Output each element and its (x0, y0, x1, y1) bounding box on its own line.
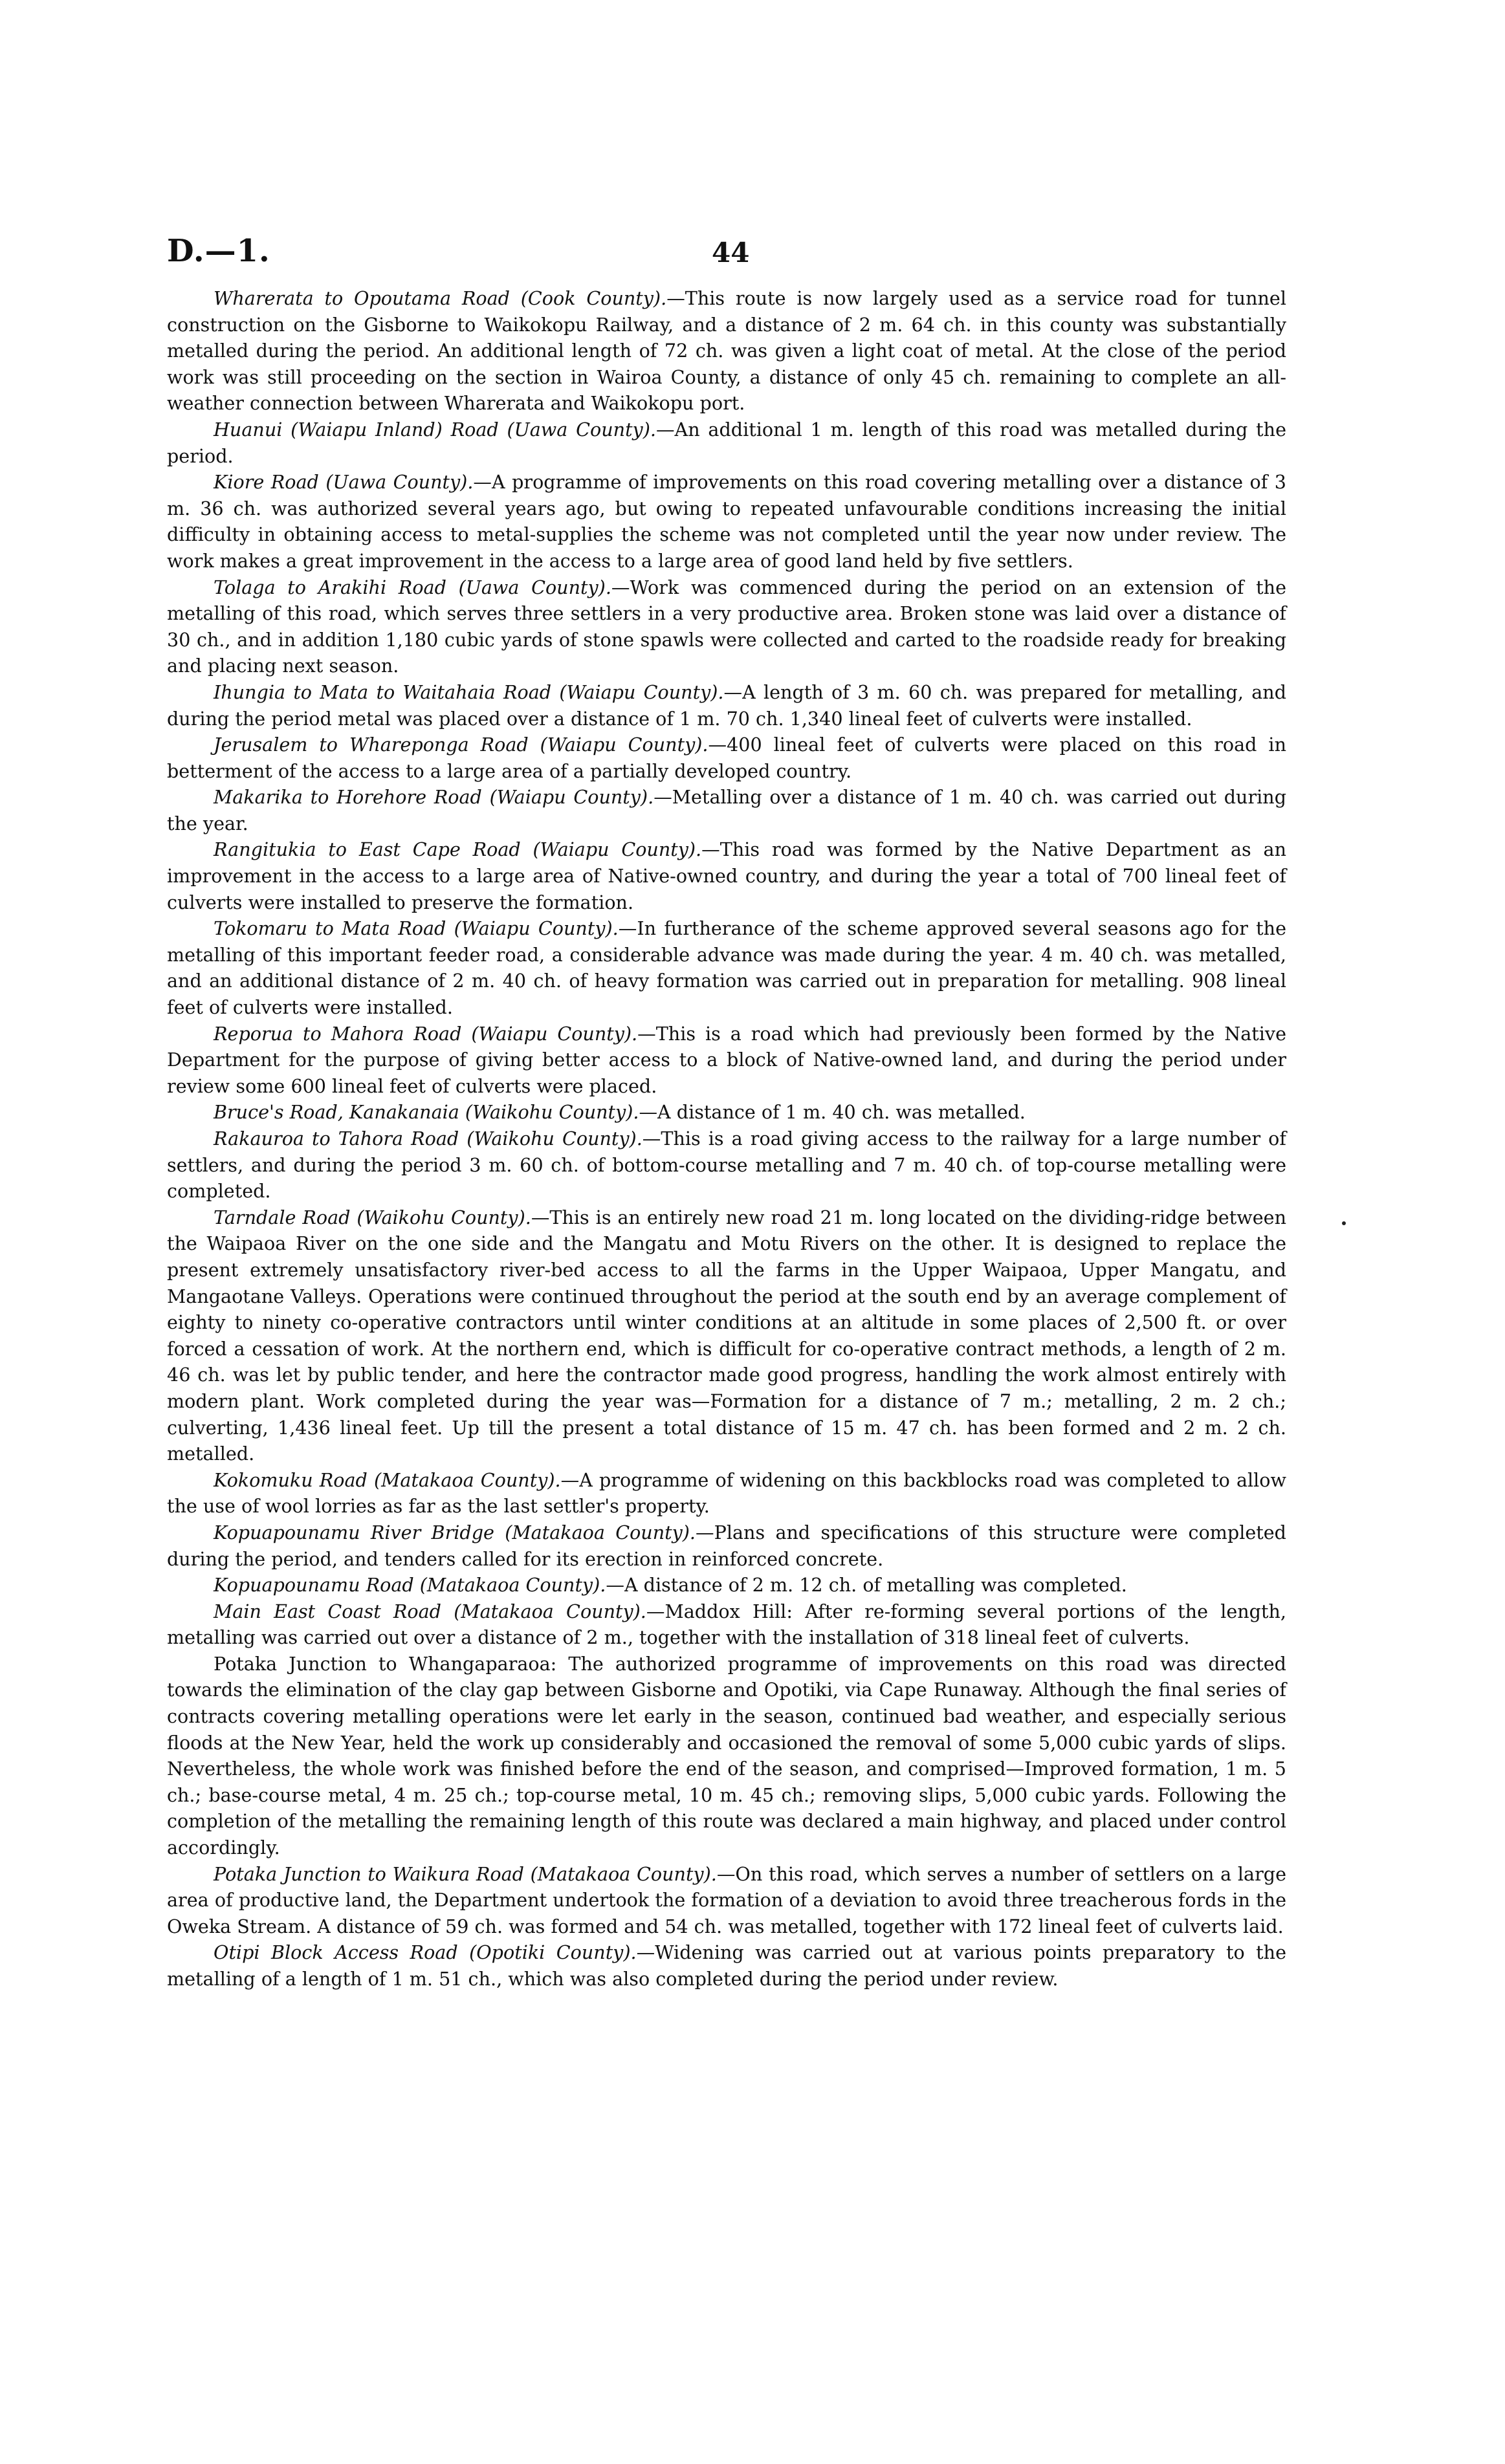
page-number: 44 (712, 237, 750, 268)
paragraph (167, 1939, 1286, 1992)
paragraph-heading: Otipi Block Access Road (Opotiki County). (214, 1941, 637, 1964)
paragraph (167, 417, 1286, 469)
paragraph-text: —This road was formed by the Native Department as an improvement in the access to a large area of Native-owned country, and during the year a total of 700 lineal feet of culverts were installed to preserve the formation. (167, 838, 1286, 913)
paragraph-text: —In furtherance of the scheme approved several seasons ago for the metalling of this important feeder road, a considerable advance was made during the year. 4 m. 40 ch. was metalled, and an additional distance of 2 m. 40 ch. of heavy formation was carried out in preparation for metalling. 908 lineal feet of culverts were installed. (167, 917, 1286, 1019)
paragraph (167, 1861, 1286, 1940)
paragraph-heading: Tokomaru to Mata Road (Waiapu County). (214, 917, 619, 940)
paragraph-heading: Kokomuku Road (Matakaoa County). (214, 1468, 561, 1491)
paragraph-text: Potaka Junction to Whangaparaoa: The authorized programme of improvements on this road was directed towards the elimination of the clay gap between Gisborne and Opotiki, via Cape Runaway. Although the final series of contracts covering metalling operations were let early in the season, continued bad weather, and especially serious floods at the New Year, held the work up considerably and occasioned the removal of some 5,000 cubic yards of slips. Nevertheless, the whole work was finished before the end of the season, and comprised—Improved formation, 1 m. 5 ch.; base-course metal, 4 m. 25 ch.; top-course metal, 10 m. 45 ch.; removing slips, 5,000 cubic yards. Following the completion of the metalling the remaining length of this route was declared a main highway, and placed under control accordingly. (167, 1652, 1286, 1859)
paragraph (167, 574, 1286, 679)
paragraph-heading: Bruce's Road, Kanakanaia (Waikohu County). (214, 1101, 639, 1124)
paragraph-text: —An additional 1 m. length of this road was metalled during the period. (167, 418, 1286, 467)
paragraph-heading: Kiore Road (Uawa County). (214, 471, 474, 494)
paragraph-text: —Work was commenced during the period on an extension of the metalling of this road, which serves three settlers in a very productive area. Broken stone was laid over a distance of 30 ch., and in addition 1,180 cubic yards of stone spawls were collected and carted to the roadside ready for breaking and placing next season. (167, 576, 1286, 677)
paragraph-heading: Rakauroa to Tahora Road (Waikohu County). (214, 1128, 643, 1150)
paragraph-text: —A length of 3 m. 60 ch. was prepared for metalling, and during the period metal was placed over a distance of 1 m. 70 ch. 1,340 lineal feet of culverts were installed. (167, 681, 1286, 730)
paragraph (167, 1520, 1286, 1572)
paragraph (167, 1572, 1286, 1598)
paragraph-heading: Rangitukia to East Cape Road (Waiapu County). (214, 838, 702, 861)
paragraph-text: —On this road, which serves a number of settlers on a large area of productive land, the Department undertook the formation of a deviation to avoid three treacherous fords in the Oweka Stream. A distance of 59 ch. was formed and 54 ch. was metalled, together with 172 lineal feet of culverts laid. (167, 1862, 1286, 1937)
paragraph-text: —Widening was carried out at various points preparatory to the metalling of a length of 1 m. 51 ch., which was also completed during the period under review. (167, 1941, 1286, 1990)
paragraph-heading: Huanui (Waiapu Inland) Road (Uawa County). (214, 418, 656, 441)
paragraph-heading: Potaka Junction to Waikura Road (Matakaoa County). (214, 1862, 717, 1885)
document-id: D.—1. (167, 233, 270, 269)
paragraph-text: —Metalling over a distance of 1 m. 40 ch. was carried out during the year. (167, 786, 1286, 834)
paragraph-text: —Maddox Hill: After re-forming several portions of the length, metalling was carried out over a distance of 2 m., together with the installation of 318 lineal feet of culverts. (167, 1600, 1286, 1649)
paragraph-heading: Wharerata to Opoutama Road (Cook County). (214, 287, 667, 309)
paragraph (167, 1099, 1286, 1126)
paragraph (167, 784, 1286, 836)
paragraph-heading: Ihungia to Mata to Waitahaia Road (Waiapu County). (214, 681, 724, 703)
paragraph (167, 285, 1286, 417)
paragraph-text: —A distance of 2 m. 12 ch. of metalling was completed. (606, 1574, 1127, 1597)
paragraph (167, 1021, 1286, 1100)
paragraph-text: —This route is now largely used as a service road for tunnel construction on the Gisborne to Waikokopu Railway, and a distance of 2 m. 64 ch. in this county was substantially metalled during the period. An additional length of 72 ch. was given a light coat of metal. At the close of the period work was still proceeding on the section in Wairoa County, a distance of only 45 ch. remaining to complete an all-weather connection between Wharerata and Waikokopu port. (167, 287, 1286, 415)
paragraph (167, 1598, 1286, 1651)
paragraph-heading: Kopuapounamu Road (Matakaoa County). (214, 1574, 606, 1597)
paragraph (167, 1467, 1286, 1520)
paragraph-heading: Reporua to Mahora Road (Waiapu County). (214, 1022, 638, 1045)
paragraph (167, 836, 1286, 915)
paragraph-text: —A programme of widening on this backblocks road was completed to allow the use of wool lorries as far as the last settler's property. (167, 1468, 1286, 1518)
paragraph-text: —400 lineal feet of culverts were placed on this road in betterment of the access to a large area of a partially developed country. (167, 734, 1286, 782)
paragraph-heading: Tolaga to Arakihi Road (Uawa County). (214, 576, 611, 598)
paragraph-heading: Jerusalem to Whareponga Road (Waiapu County). (214, 734, 709, 756)
paragraph (167, 469, 1286, 574)
paragraph (167, 915, 1286, 1020)
paragraph-text: —A programme of improvements on this road covering metalling over a distance of 3 m. 36 ch. was authorized several years ago, but owing to repeated unfavourable conditions increasing the initial difficulty in obtaining access to metal-supplies the scheme was not completed until the year now under review. The work makes a great improvement in the access to a large area of good land held by five settlers. (167, 471, 1286, 572)
paragraph (167, 1126, 1286, 1205)
paragraph-text: —This is a road which had previously been formed by the Native Department for the purpose of giving better access to a block of Native-owned land, and during the period under review some 600 lineal feet of culverts were placed. (167, 1022, 1286, 1097)
paragraph (167, 1205, 1286, 1467)
paragraph-text: —A distance of 1 m. 40 ch. was metalled. (639, 1101, 1026, 1124)
page-header (167, 233, 1286, 285)
body-text (167, 285, 1286, 1992)
paragraph-heading: Makarika to Horehore Road (Waiapu County). (214, 786, 654, 809)
scan-mark (1342, 1221, 1346, 1225)
paragraph-heading: Main East Coast Road (Matakaoa County). (214, 1600, 646, 1622)
paragraph-text: —This is a road giving access to the railway for a large number of settlers, and during the period 3 m. 60 ch. of bottom-course metalling and 7 m. 40 ch. of top-course metalling were completed. (167, 1128, 1286, 1203)
paragraph (167, 1651, 1286, 1861)
paragraph-heading: Kopuapounamu River Bridge (Matakaoa County). (214, 1521, 696, 1543)
paragraph-text: —Plans and specifications of this structure were completed during the period, and tenders called for its erection in reinforced concrete. (167, 1521, 1286, 1570)
paragraph-heading: Tarndale Road (Waikohu County). (214, 1206, 531, 1228)
paragraph (167, 732, 1286, 784)
paragraph (167, 679, 1286, 732)
paragraph-text: —This is an entirely new road 21 m. long located on the dividing-ridge between the Waipaoa River on the one side and the Mangatu and Motu Rivers on the other. It is designed to replace the present extremely unsatisfactory river-bed access to all the farms in the Upper Waipaoa, Upper Mangatu, and Mangaotane Valleys. Operations were continued throughout the period at the south end by an average complement of eighty to ninety co-operative contractors until winter conditions at an altitude in some places of 2,500 ft. or over forced a cessation of work. At the northern end, which is difficult for co-operative contract methods, a length of 2 m. 46 ch. was let by public tender, and here the contractor made good progress, handling the work almost entirely with modern plant. Work completed during the year was—Formation for a distance of 7 m.; metalling, 2 m. 2 ch.; culverting, 1,436 lineal feet. Up till the present a total distance of 15 m. 47 ch. has been formed and 2 m. 2 ch. metalled. (167, 1206, 1286, 1465)
